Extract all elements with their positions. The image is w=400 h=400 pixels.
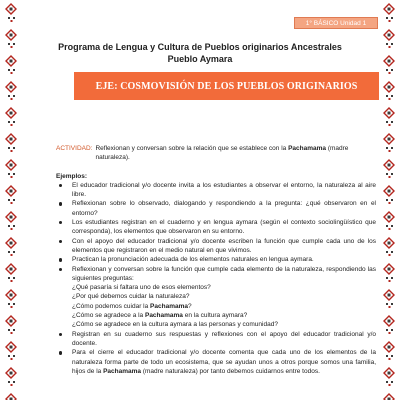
activity-label: ACTIVIDAD: [56,145,93,152]
border-motif [6,108,16,126]
program-title: Programa de Lengua y Cultura de Pueblos originarios Ancestrales [58,42,342,52]
border-motif [6,394,16,400]
list-item: Para el cierre el educador tradicional y/o docente comenta que cada uno de los elementos de la naturaleza forma parte de todo un ecosistema, que se ayudan unos a otros porque somos una familia, hijos de la Pachamama (madre naturaleza) por tanto debemos cuidarnos entre todos. [56,348,376,376]
border-motif [6,368,16,386]
page-title [0,41,400,65]
eje-banner [74,72,379,100]
border-motif [6,290,16,308]
list-item: Registran en su cuaderno sus respuestas y reflexiones con el apoyo del educador tradicional y/o docente. [56,330,376,349]
border-motif [6,186,16,204]
border-motif [6,160,16,178]
border-motif [384,394,394,400]
question: ¿Qué pasaría si faltara uno de esos elementos? [72,284,211,292]
border-motif [6,4,16,22]
border-motif [384,264,394,282]
border-motif [6,316,16,334]
border-motif [6,264,16,282]
examples-list [56,181,376,376]
question: ¿Cómo podemos cuidar la Pachamama? [72,302,192,310]
border-motif [6,82,16,100]
activity-text-part: (madre naturaleza). [95,145,349,162]
border-motif [384,368,394,386]
list-item: El educador tradicional y/o docente invita a los estudiantes a observar el entorno, la naturaleza al aire libre. [56,181,376,200]
activity-text-bold: Pachamama [288,145,327,152]
border-motif [384,342,394,360]
border-motif [6,238,16,256]
list-item: Practican la pronunciación adecuada de los elementos naturales en lengua aymara. [56,255,376,264]
activity-row [56,144,376,163]
activity-text-part: Reflexionan y conversan sobre la relación que se establece con la [95,145,289,152]
list-item: Con el apoyo del educador tradicional y/o docente escriben la función que cumple cada uno de los elementos que registraron en el medio natural en que vivimos. [56,237,376,256]
examples-label: Ejemplos: [56,172,88,180]
border-motif [384,160,394,178]
people-title: Pueblo Aymara [167,54,233,64]
border-motif [6,212,16,230]
border-motif [384,316,394,334]
unit-tag: 1° BÁSICO Unidad 1 [294,17,378,29]
border-motif [384,108,394,126]
border-motif [384,134,394,152]
border-motif [384,186,394,204]
question: ¿Cómo se agradece en la cultura aymara a las personas y comunidad? [72,321,278,329]
question: ¿Cómo se agradece a la Pachamama en la cultura aymara? [72,312,248,320]
border-motif [384,238,394,256]
activity-text [95,144,376,163]
border-motif [384,212,394,230]
border-motif [6,342,16,360]
border-motif [384,82,394,100]
border-motif [384,4,394,22]
border-motif [384,290,394,308]
activity-content [56,144,376,376]
question: ¿Por qué debemos cuidar la naturaleza? [72,293,190,301]
border-motif [6,134,16,152]
list-item: Los estudiantes registran en el cuaderno y en lengua aymara (según el contexto sociolingüístico que corresponda), los elementos que observaron en su entorno. [56,218,376,237]
list-item: Reflexionan y conversan sobre la función que cumple cada elemento de la naturaleza, respondiendo las siguientes preguntas: ¿Qué pasaría si faltara uno de esos elementos? ¿Por qué debemos cuidar la naturaleza? ¿Cómo podemos cuidar la Pachamama? ¿Cómo se agradece a la Pachamama en la cultura aymara? ¿Cómo se agradece en la cultura aymara a las personas y comunidad? [56,265,376,330]
list-item: Reflexionan sobre lo observado, dialogando y respondiendo a la pregunta: ¿qué observaron en el entorno? [56,199,376,218]
eje-banner-text: EJE: COSMOVISIÓN DE LOS PUEBLOS ORIGINARIOS [95,80,358,92]
